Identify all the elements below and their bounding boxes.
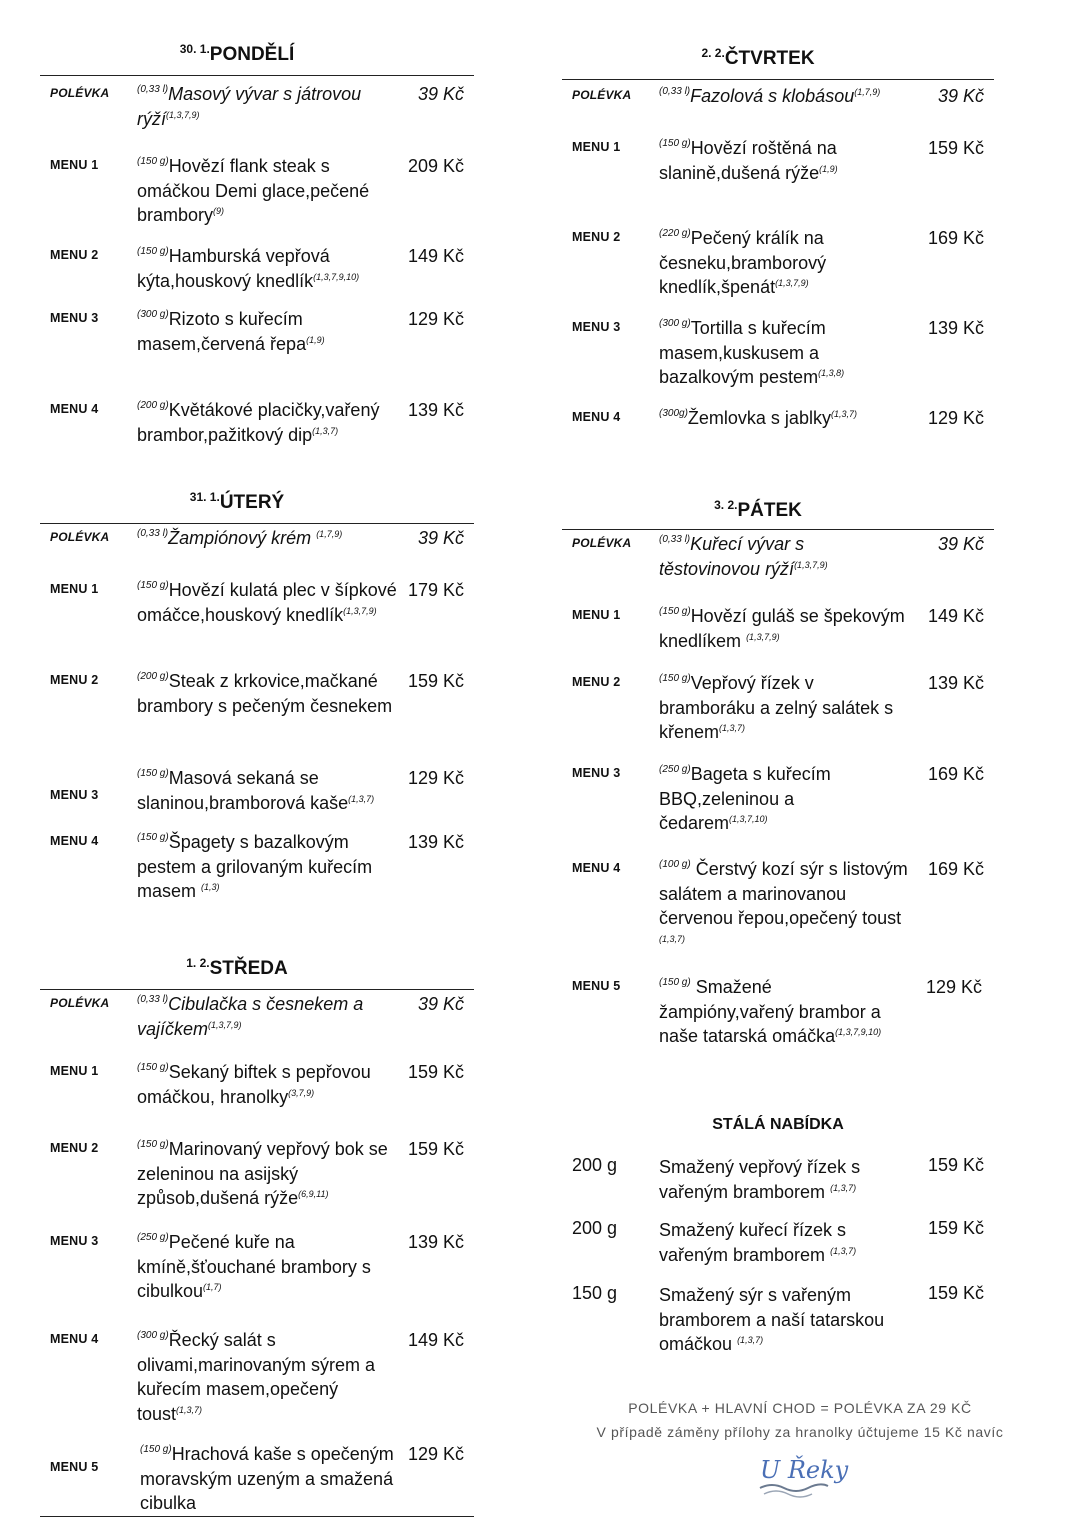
item-price: 129 Kč	[407, 1444, 464, 1464]
item-category: MENU 3	[572, 320, 621, 334]
item-allergens: (1,3,7,9,10)	[835, 1027, 882, 1037]
item-dish	[137, 766, 399, 815]
item-price: 159 Kč	[927, 138, 984, 158]
item-weight: (0,33 l)	[659, 86, 691, 97]
item-category: MENU 4	[572, 861, 621, 875]
item-price: 39 Kč	[937, 534, 984, 554]
day-header	[562, 494, 994, 530]
item-price: 139 Kč	[407, 1232, 464, 1252]
item-weight: (300g)	[659, 408, 688, 419]
item-allergens: (1,3,7)	[737, 1335, 764, 1345]
item-price: 39 Kč	[417, 994, 464, 1014]
item-price: 129 Kč	[407, 768, 464, 788]
item-weight: (150 g)	[137, 246, 169, 257]
item-dish	[137, 307, 399, 356]
item-dish	[659, 406, 921, 431]
item-dish	[137, 992, 399, 1041]
item-allergens: (1,3,7)	[348, 793, 375, 804]
item-name: Hovězí guláš se špekovým knedlíkem	[659, 606, 905, 651]
footer-soup-offer: POLÉVKA + HLAVNÍ CHOD = POLÉVKA ZA 29 KČ	[628, 1400, 972, 1416]
item-allergens: (1,3,7)	[719, 723, 746, 733]
permanent-menu-title: STÁLÁ NABÍDKA	[712, 1116, 844, 1133]
item-name: Bageta s kuřecím BBQ,zeleninou a čedarem	[659, 764, 831, 833]
item-name: Masový vývar s játrovou rýží	[137, 84, 362, 129]
item-allergens: (1,3,7)	[830, 409, 857, 419]
item-allergens: (1,3,7)	[830, 1245, 857, 1256]
item-category: MENU 1	[572, 608, 621, 622]
day-header	[40, 42, 474, 76]
item-weight: (200 g)	[137, 400, 169, 411]
item-allergens: (1,3,7,9)	[794, 559, 828, 570]
item-category: MENU 1	[50, 582, 99, 596]
item-allergens: (1,3,7,10)	[729, 814, 768, 824]
day-thursday	[562, 42, 994, 428]
item-allergens: (1,3,8)	[818, 368, 845, 378]
day-name: ČTVRTEK	[724, 48, 815, 69]
item-weight: (0,33 l)	[659, 534, 691, 545]
item-category: MENU 2	[572, 675, 621, 689]
item-allergens: (1,3,7)	[176, 1404, 203, 1415]
day-header	[40, 490, 474, 524]
item-weight: (150 g)	[137, 1062, 169, 1073]
item-name: Hovězí flank steak s omáčkou Demi glace,pečené brambory	[137, 156, 370, 225]
item-name: Žemlovka s jablky	[687, 408, 831, 428]
day-name: PÁTEK	[737, 500, 802, 521]
item-allergens: (1,3)	[201, 882, 220, 892]
item-category: MENU 4	[50, 834, 99, 848]
item-price: 159 Kč	[407, 1139, 464, 1159]
item-price: 159 Kč	[927, 1218, 984, 1238]
item-price: 39 Kč	[937, 86, 984, 106]
item-price: 209 Kč	[407, 156, 464, 176]
item-name: Hovězí roštěná na slanině,dušená rýže	[659, 138, 837, 183]
item-name: Smažený sýr s vařeným bramborem a naší tatarskou omáčkou	[659, 1285, 885, 1354]
item-dish	[137, 1137, 399, 1211]
item-dish	[659, 1155, 899, 1204]
item-dish	[137, 154, 399, 228]
item-name: Hamburská vepřová kýta,houskový knedlík	[137, 246, 330, 291]
day-date: 31. 1.	[189, 490, 220, 504]
item-dish	[659, 136, 859, 185]
item-weight: (200 g)	[137, 671, 169, 682]
item-weight: (250 g)	[137, 1232, 169, 1243]
item-category: MENU 1	[50, 1064, 99, 1078]
item-price: 169 Kč	[927, 764, 984, 784]
item-price: 129 Kč	[925, 977, 982, 997]
item-category: MENU 4	[572, 410, 621, 424]
item-weight: (0,33 l)	[137, 528, 169, 539]
item-name: Květákové placičky,vařený brambor,pažitkový dip	[137, 400, 380, 445]
item-price: 159 Kč	[407, 1062, 464, 1082]
item-weight: (0,33 l)	[137, 994, 169, 1005]
item-allergens: (1,9)	[306, 334, 325, 345]
item-category: MENU 1	[50, 158, 99, 172]
item-category: MENU 5	[572, 979, 621, 993]
day-header	[562, 42, 994, 80]
item-weight: (150 g)	[659, 673, 691, 684]
item-name: Tortilla s kuřecím masem,kuskusem a bazalkovým pestem	[659, 318, 826, 387]
item-name: Masová sekaná se slaninou,bramborová kaše	[137, 768, 349, 813]
item-category: POLÉVKA	[572, 536, 632, 550]
item-name: Řecký salát s olivami,marinovaným sýrem a kuřecím masem,opečený toust	[137, 1330, 376, 1424]
item-category: POLÉVKA	[572, 88, 632, 102]
item-dish	[659, 532, 859, 581]
item-category: MENU 3	[50, 788, 99, 802]
item-weight: (150 g)	[659, 138, 691, 149]
item-allergens: (1,3,7)	[312, 425, 339, 436]
item-category: POLÉVKA	[50, 530, 110, 544]
item-dish	[659, 857, 914, 955]
item-dish	[659, 316, 859, 390]
item-category: MENU 3	[50, 311, 99, 325]
item-category: MENU 1	[572, 140, 621, 154]
day-header	[40, 956, 474, 990]
footer-fries-note: V případě záměny přílohy za hranolky účtujeme 15 Kč navíc	[596, 1424, 1004, 1440]
item-price: 129 Kč	[407, 309, 464, 329]
item-allergens: (1,7,9)	[854, 87, 881, 97]
item-allergens: (1,3,7,9)	[166, 109, 200, 120]
item-name: Kuřecí vývar s těstovinovou rýží	[659, 534, 805, 579]
item-weight: (150 g)	[137, 156, 169, 167]
item-dish	[659, 762, 849, 836]
item-price: 149 Kč	[407, 246, 464, 266]
item-price: 39 Kč	[417, 528, 464, 548]
item-dish	[137, 669, 399, 718]
item-dish	[137, 1328, 399, 1426]
day-date: 30. 1.	[179, 42, 210, 56]
item-price: 129 Kč	[927, 408, 984, 428]
item-allergens: (9)	[213, 206, 225, 216]
item-name: Vepřový řízek v bramboráku a zelný salátek s křenem	[659, 673, 894, 742]
item-allergens: (1,7,9)	[316, 529, 343, 539]
item-name: Žampiónový krém	[168, 528, 312, 548]
item-category: MENU 4	[50, 1332, 99, 1346]
item-dish	[659, 226, 849, 300]
item-weight: (150 g)	[137, 580, 169, 591]
item-price: 139 Kč	[407, 832, 464, 852]
item-name: Špagety s bazalkovým pestem a grilovaným kuřecím masem	[137, 832, 373, 901]
item-allergens: (3,7,9)	[288, 1087, 315, 1098]
item-dish	[659, 1283, 894, 1357]
item-category: MENU 4	[50, 402, 99, 416]
item-name: Čerstvý kozí sýr s listovým salátem a marinovanou červenou řepou,opečený toust	[659, 859, 908, 928]
item-name: Smažený kuřecí řízek s vařeným bramborem	[659, 1220, 847, 1265]
item-category: MENU 2	[50, 1141, 99, 1155]
item-price: 139 Kč	[927, 318, 984, 338]
item-allergens: (1,3,7,9,10)	[313, 271, 360, 282]
item-price: 169 Kč	[927, 859, 984, 879]
item-name: Marinovaný vepřový bok se zeleninou na asijský způsob,dušená rýže	[137, 1139, 388, 1208]
item-weight: (150 g)	[659, 977, 691, 988]
item-allergens: (1,7)	[203, 1282, 222, 1292]
item-category: MENU 3	[572, 766, 621, 780]
day-name: ÚTERÝ	[219, 492, 285, 513]
item-allergens: (1,3,7,9)	[775, 278, 809, 288]
day-date: 3. 2.	[714, 498, 738, 512]
svg-text:U Řeky: U Řeky	[760, 1456, 849, 1484]
item-allergens: (1,3,7,9)	[343, 605, 377, 616]
item-name: Hrachová kaše s opečeným moravským uzeným a smažená cibulka	[140, 1444, 394, 1513]
item-price: 149 Kč	[407, 1330, 464, 1350]
item-price: 139 Kč	[407, 400, 464, 420]
item-category: MENU 5	[50, 1460, 99, 1474]
item-name: Cibulačka s česnekem a vajíčkem	[137, 994, 364, 1039]
item-dish	[140, 1442, 400, 1516]
item-dish	[137, 82, 399, 131]
item-weight: 200 g	[572, 1218, 618, 1238]
item-category: MENU 3	[50, 1234, 99, 1248]
item-weight: 150 g	[572, 1283, 618, 1303]
item-price: 149 Kč	[927, 606, 984, 626]
day-date: 1. 2.	[186, 956, 210, 970]
item-category: POLÉVKA	[50, 86, 110, 100]
item-category: MENU 2	[572, 230, 621, 244]
item-weight: (220 g)	[659, 228, 691, 239]
item-weight: (150 g)	[137, 768, 169, 779]
item-price: 169 Kč	[927, 228, 984, 248]
day-tuesday	[40, 490, 474, 901]
item-name: Sekaný biftek s pepřovou omáčkou, hranolky	[137, 1062, 371, 1107]
item-dish	[659, 84, 899, 109]
item-price: 159 Kč	[407, 671, 464, 691]
item-allergens: (1,3,7,9)	[746, 631, 780, 642]
item-name: Smažené žampióny,vařený brambor a naše tatarská omáčka	[659, 977, 881, 1046]
item-dish	[137, 398, 399, 447]
item-dish	[137, 1230, 399, 1304]
item-dish	[137, 578, 399, 627]
item-price: 39 Kč	[417, 84, 464, 104]
item-price: 159 Kč	[927, 1283, 984, 1303]
item-dish	[137, 244, 399, 293]
item-dish	[659, 975, 897, 1049]
day-monday	[40, 42, 474, 445]
item-weight: (150 g)	[137, 832, 169, 843]
item-weight: (250 g)	[659, 764, 691, 775]
day-date: 2. 2.	[701, 46, 725, 60]
item-allergens: (6,9,11)	[298, 1189, 329, 1199]
item-dish	[659, 671, 909, 745]
item-name: Fazolová s klobásou	[690, 86, 855, 106]
item-price: 179 Kč	[407, 580, 464, 600]
item-name: Steak z krkovice,mačkané brambory s pečeným česnekem	[137, 671, 393, 716]
item-allergens: (1,3,7,9)	[208, 1019, 242, 1030]
day-name: STŘEDA	[209, 958, 288, 979]
item-allergens: (1,9)	[819, 163, 838, 174]
item-price: 139 Kč	[927, 673, 984, 693]
day-friday	[562, 494, 994, 1046]
item-dish	[137, 830, 399, 904]
item-weight: (300 g)	[659, 318, 691, 329]
logo-icon	[752, 1448, 849, 1508]
item-weight: (150 g)	[137, 1139, 169, 1150]
item-category: MENU 2	[50, 248, 99, 262]
restaurant-logo	[752, 1448, 849, 1508]
item-allergens: (1,3,7)	[830, 1182, 857, 1193]
item-weight: (150 g)	[140, 1444, 172, 1455]
item-weight: (300 g)	[137, 1330, 169, 1341]
item-weight: (150 g)	[659, 606, 691, 617]
item-name: Smažený vepřový řízek s vařeným bramborem	[659, 1157, 861, 1202]
item-dish	[659, 604, 919, 653]
item-name: Hovězí kulatá plec v šípkové omáčce,houskový knedlík	[137, 580, 397, 625]
item-name: Pečený králík na česneku,bramborový knedlík,špenát	[659, 228, 827, 297]
item-weight: 200 g	[572, 1155, 618, 1175]
item-name: Pečené kuře na kmíně,šťouchané brambory s cibulkou	[137, 1232, 371, 1301]
item-dish	[137, 1060, 399, 1109]
menu-item-5	[40, 1442, 474, 1517]
item-weight: (0,33 l)	[137, 84, 169, 95]
day-wednesday	[40, 956, 474, 1513]
item-category: POLÉVKA	[50, 996, 110, 1010]
item-allergens: (1,3,7)	[659, 933, 686, 944]
item-weight: (100 g)	[659, 859, 691, 870]
item-weight: (300 g)	[137, 309, 169, 320]
day-name: PONDĚLÍ	[209, 44, 295, 65]
item-dish	[659, 1218, 899, 1267]
item-name: Rizoto s kuřecím masem,červená řepa	[137, 309, 307, 354]
item-price: 159 Kč	[927, 1155, 984, 1175]
item-category: MENU 2	[50, 673, 99, 687]
item-dish	[137, 526, 399, 551]
